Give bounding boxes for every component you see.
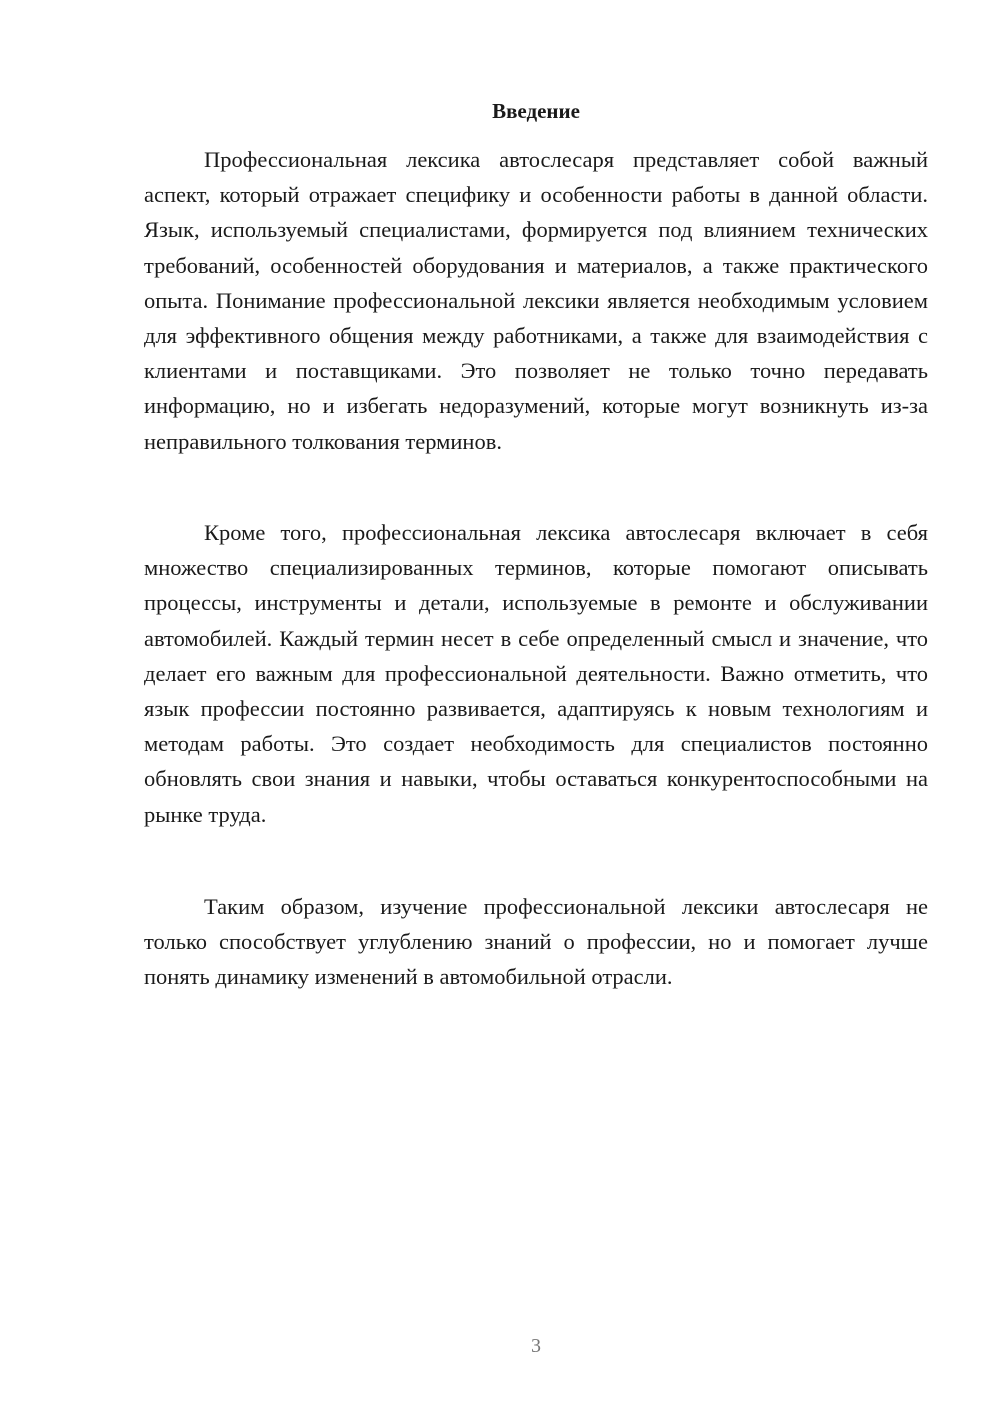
section-title: Введение: [492, 99, 580, 123]
page-number: 3: [531, 1335, 541, 1357]
paragraph-2: Кроме того, профессиональная лексика автослесаря включает в себя множество специализированных терминов, которые помогают описывать процессы, инструменты и детали, используемые в ремонте и обслуживании автомобилей. Каждый термин несет в себе определенный смысл и значение, что делает его важным для профессиональной деятельности. Важно отметить, что язык профессии постоянно развивается, адаптируясь к новым технологиям и методам работы. Это создает необходимость для специалистов постоянно обновлять свои знания и навыки, чтобы оставаться конкурентоспособными на рынке труда.: [144, 520, 928, 827]
paragraph-3: Таким образом, изучение профессиональной лексики автослесаря не только способствует углублению знаний о профессии, но и помогает лучше понять динамику изменений в автомобильной отрасли.: [144, 894, 928, 990]
paragraph-1: Профессиональная лексика автослесаря представляет собой важный аспект, который отражает специфику и особенности работы в данной области. Язык, используемый специалистами, формируется под влиянием технических требований, особенностей оборудования и материалов, а также практического опыта. Понимание профессиональной лексики является необходимым условием для эффективного общения между работниками, а также для взаимодействия с клиентами и поставщиками. Это позволяет не только точно передавать информацию, но и избегать недоразумений, которые могут возникнуть из-за неправильного толкования терминов.: [144, 147, 928, 454]
